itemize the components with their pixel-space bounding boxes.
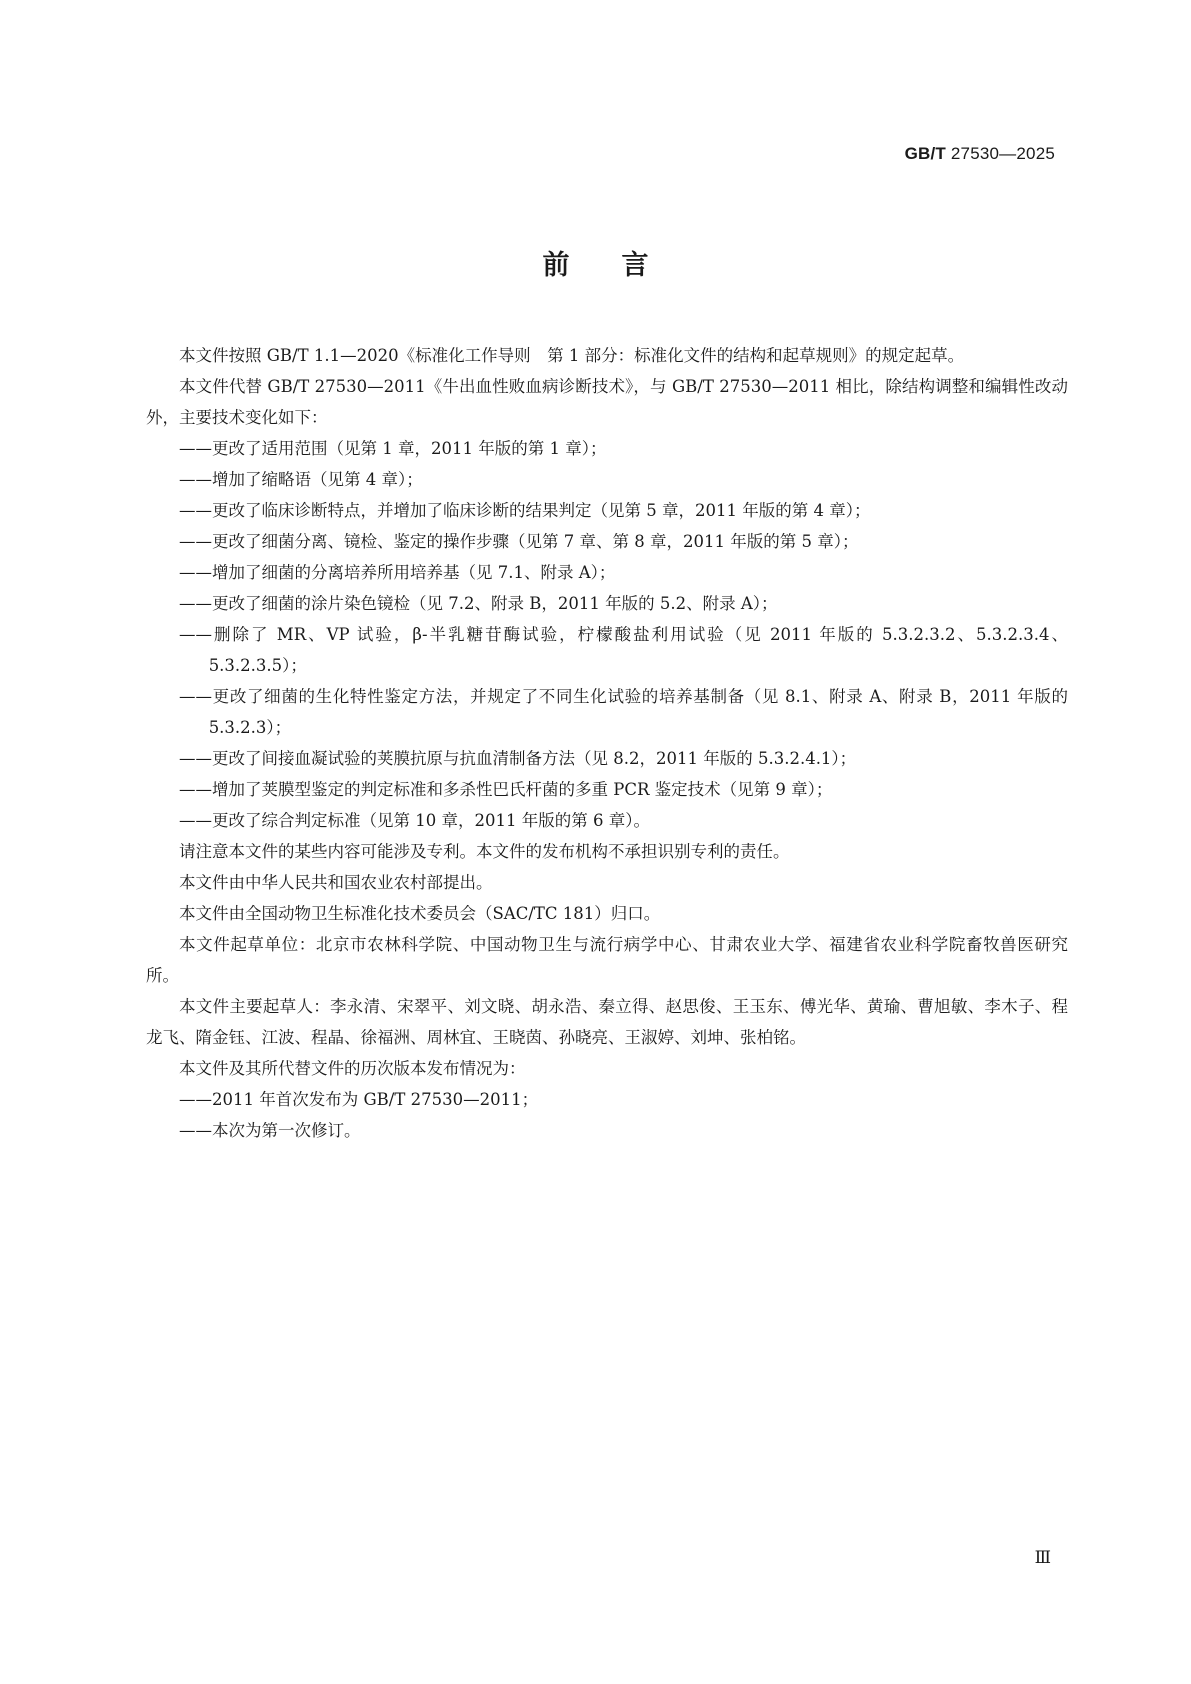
replacement-paragraph: 本文件代替 GB/T 27530—2011《牛出血性败血病诊断技术》，与 GB/T 27530—2011 相比，除结构调整和编辑性改动外，主要技术变化如下： bbox=[146, 377, 1068, 427]
standard-code: 27530—2025 bbox=[945, 144, 1055, 163]
history-intro-paragraph: 本文件及其所代替文件的历次版本发布情况为： bbox=[179, 1059, 526, 1078]
standard-number-header bbox=[905, 144, 1055, 164]
committee-paragraph: 本文件由全国动物卫生标准化技术委员会（SAC/TC 181）归口。 bbox=[179, 904, 661, 923]
history-item: ——2011 年首次发布为 GB/T 27530—2011； bbox=[179, 1090, 539, 1109]
change-item: ——增加了荚膜型鉴定的判定标准和多杀性巴氏杆菌的多重 PCR 鉴定技术（见第 9 章）； bbox=[179, 780, 833, 799]
change-item: ——更改了间接血凝试验的荚膜抗原与抗血清制备方法（见 8.2，2011 年版的 5.3.2.4.1）； bbox=[179, 749, 857, 768]
change-item: ——更改了细菌分离、镜检、鉴定的操作步骤（见第 7 章、第 8 章，2011 年版的第 5 章）； bbox=[179, 532, 859, 551]
patent-notice-paragraph: 请注意本文件的某些内容可能涉及专利。本文件的发布机构不承担识别专利的责任。 bbox=[179, 842, 790, 861]
change-item: ——更改了综合判定标准（见第 10 章，2011 年版的第 6 章）。 bbox=[179, 811, 650, 830]
drafting-units-paragraph: 本文件起草单位：北京市农林科学院、中国动物卫生与流行病学中心、甘肃农业大学、福建省农业科学院畜牧兽医研究所。 bbox=[146, 935, 1068, 985]
drafters-paragraph: 本文件主要起草人：李永清、宋翠平、刘文晓、胡永浩、秦立得、赵思俊、王玉东、傅光华、黄瑜、曹旭敏、李木子、程龙飞、隋金钰、江波、程晶、徐福洲、周林宜、王晓茵、孙晓亮、王淑婷、刘坤、张柏铭。 bbox=[146, 997, 1068, 1047]
history-item: ——本次为第一次修订。 bbox=[179, 1121, 361, 1140]
page-number: Ⅲ bbox=[1034, 1548, 1051, 1568]
change-item: ——增加了细菌的分离培养所用培养基（见 7.1、附录 A）； bbox=[179, 563, 616, 582]
change-item: ——更改了临床诊断特点，并增加了临床诊断的结果判定（见第 5 章，2011 年版的第 4 章）； bbox=[179, 501, 871, 520]
change-item: ——删除了 MR、VP 试验，β-半乳糖苷酶试验，柠檬酸盐利用试验（见 2011 年版的 5.3.2.3.2、5.3.2.3.4、5.3.2.3.5）； bbox=[179, 625, 1068, 675]
standard-prefix: GB/T bbox=[904, 144, 946, 163]
change-item: ——更改了适用范围（见第 1 章，2011 年版的第 1 章）； bbox=[179, 439, 607, 458]
foreword-body bbox=[146, 340, 1068, 1146]
change-item: ——更改了细菌的涂片染色镜检（见 7.2、附录 B，2011 年版的 5.2、附录 A）； bbox=[179, 594, 778, 613]
page-title: 前言 bbox=[542, 250, 701, 281]
change-item: ——更改了细菌的生化特性鉴定方法，并规定了不同生化试验的培养基制备（见 8.1、附录 A、附录 B，2011 年版的 5.3.2.3）； bbox=[179, 687, 1068, 737]
change-item: ——增加了缩略语（见第 4 章）； bbox=[179, 470, 423, 489]
drafting-basis-paragraph: 本文件按照 GB/T 1.1—2020《标准化工作导则 第 1 部分：标准化文件的结构和起草规则》的规定起草。 bbox=[179, 346, 965, 365]
proposer-paragraph: 本文件由中华人民共和国农业农村部提出。 bbox=[179, 873, 493, 892]
